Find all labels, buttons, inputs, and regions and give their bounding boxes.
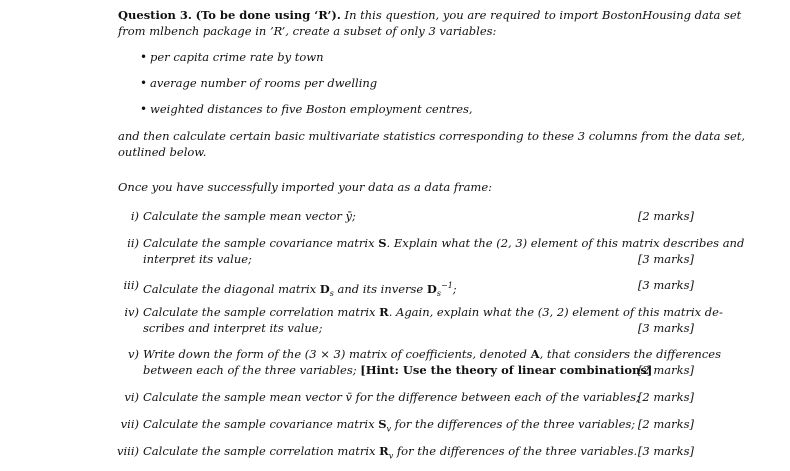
paragraph-line1: and then calculate certain basic multivariate statistics corresponding to these 3 columns from the data set,	[118, 129, 746, 143]
marks: [3 marks]	[637, 252, 694, 266]
bullet-3: •	[140, 102, 148, 116]
variable-item: weighted distances to five Boston employment centres,	[150, 102, 473, 116]
task-label: iv)	[124, 305, 139, 319]
hint-text: [Hint: Use the theory of linear combinations]	[360, 363, 653, 377]
bullet-2: •	[140, 76, 148, 90]
task-label: vi)	[124, 390, 139, 404]
question-intro-line1	[118, 8, 741, 23]
task-label: vii)	[120, 417, 139, 431]
task-vi-text: Calculate the sample mean vector v̄ for the difference between each of the variables;	[143, 390, 640, 404]
question-title-paren: (To be done using ‘R’).	[195, 8, 341, 22]
task-iv-line2: scribes and interpret its value;	[143, 321, 323, 335]
marks: [3 marks]	[637, 444, 694, 458]
marks: [2 marks]	[637, 209, 694, 223]
task-ii-line1: Calculate the sample covariance matrix S. Explain what the (2, 3) element of this matrix describes and	[143, 236, 745, 250]
marks: [2 marks]	[637, 417, 694, 431]
marks: [2 marks]	[637, 363, 694, 377]
task-v-line2: between each of the three variables; [Hint: Use the theory of linear combinations]	[143, 363, 653, 377]
lead-text: Once you have successfully imported your data as a data frame:	[118, 180, 493, 194]
bullet-1: •	[140, 50, 148, 64]
task-label: ii)	[127, 236, 139, 250]
marks: [2 marks]	[637, 390, 694, 404]
paragraph-line2: outlined below.	[118, 145, 207, 159]
task-iv-line1: Calculate the sample correlation matrix R. Again, explain what the (3, 2) element of this matrix de-	[143, 305, 723, 319]
task-label: iii)	[123, 278, 139, 292]
task-vii-text: Calculate the sample covariance matrix $S_v$ for the differences of the three variables;	[143, 417, 636, 434]
task-label: v)	[128, 347, 139, 361]
question-intro-text-1: In this question, you are required to import BostonHousing data set	[344, 8, 742, 22]
task-iii-text: Calculate the diagonal matrix $D_s$ and its inverse $D_s^{-1}$;	[143, 281, 457, 299]
marks: [3 marks]	[637, 278, 694, 292]
question-intro-line2: from mlbench package in ’R’, create a subset of only 3 variables:	[118, 24, 497, 38]
variable-item: per capita crime rate by town	[150, 50, 324, 64]
task-label: viii)	[116, 444, 139, 458]
task-i-text: Calculate the sample mean vector ȳ;	[143, 209, 356, 223]
variable-item: average number of rooms per dwelling	[150, 76, 378, 90]
question-title: Question 3.	[118, 8, 192, 22]
marks: [3 marks]	[637, 321, 694, 335]
task-label: i)	[130, 209, 139, 223]
task-v-line1: Write down the form of the (3 × 3) matrix of coefficients, denoted A, that considers the differences	[143, 347, 721, 361]
task-viii-text: Calculate the sample correlation matrix $R_v$ for the differences of the three variables.	[143, 444, 638, 461]
task-ii-line2: interpret its value;	[143, 252, 252, 266]
